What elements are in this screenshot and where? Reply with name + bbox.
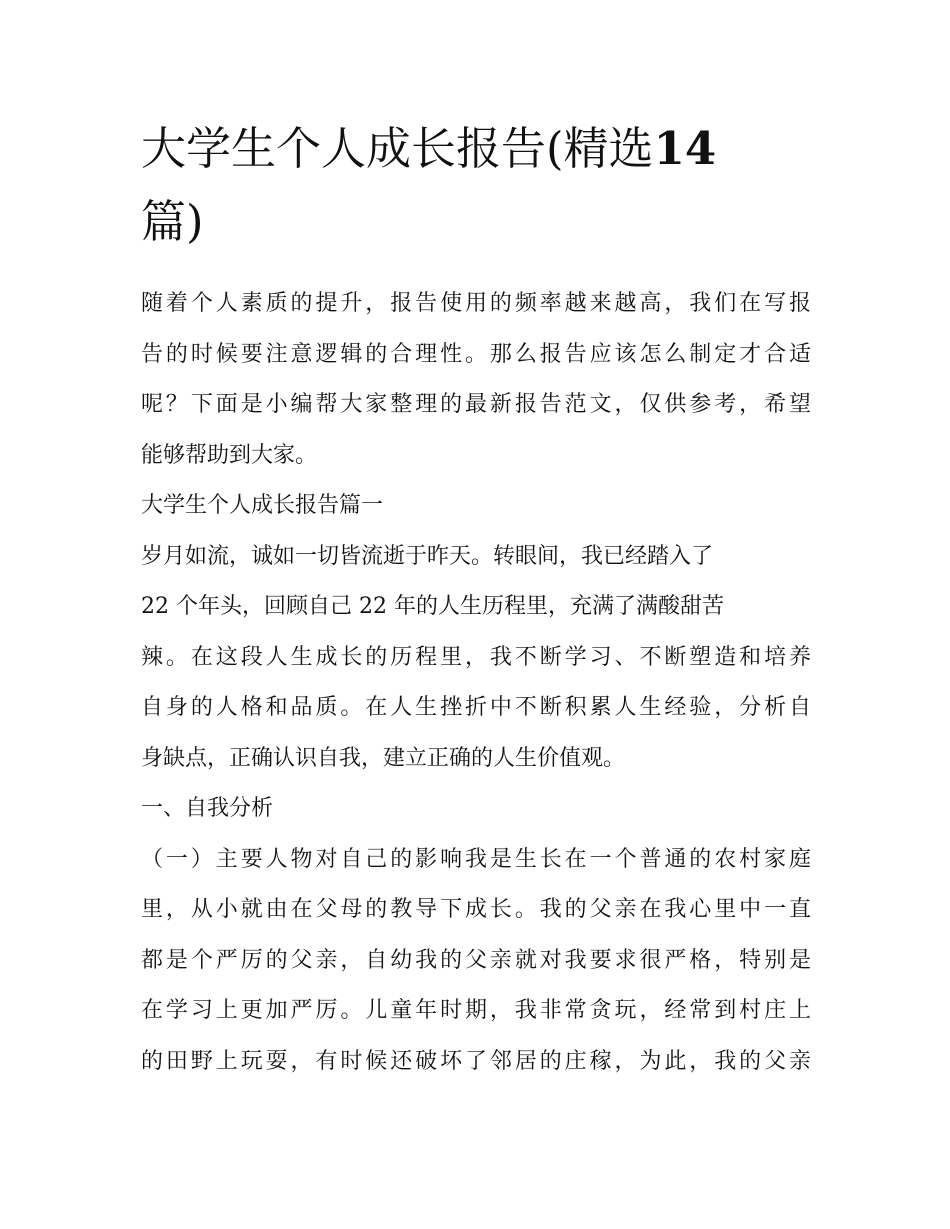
title-text-part2: 篇) (141, 195, 204, 248)
section-heading (141, 481, 811, 532)
paragraph-line: 里，从小就由在父母的教导下成长。我的父亲在我心里中一直 (141, 897, 811, 922)
intro-line: 呢？下面是小编帮大家整理的最新报告范文，仅供参考，希望 (141, 392, 811, 417)
paragraph-line: 的田野上玩耍，有时候还破坏了邻居的庄稼，为此，我的父亲 (141, 1048, 811, 1074)
subheading-text: 一、自我分析 (141, 796, 274, 821)
paragraph-line: 岁月如流，诚如一切皆流逝于昨天。转眼间，我已经踏入了 (141, 543, 714, 569)
paragraph-line: 身缺点，正确认识自我，建立正确的人生价值观。 (141, 745, 626, 771)
paragraph-line: 22 个年头，回顾自己 22 年的人生历程里，充满了满酸甜苦 (141, 594, 724, 619)
paragraph-line: 辣。在这段人生成长的历程里，我不断学习、不断塑造和培养 (141, 644, 811, 670)
paragraph-one (141, 532, 811, 785)
intro-line: 能够帮助到大家。 (141, 442, 318, 468)
document-title (141, 112, 811, 258)
section-heading-text: 大学生个人成长报告篇一 (141, 493, 384, 518)
document-body (141, 279, 811, 1087)
paragraph-line: 自身的人格和品质。在人生挫折中不断积累人生经验，分析自 (141, 695, 811, 720)
paragraph-line: （一）主要人物对自己的影响我是生长在一个普通的农村家庭 (141, 846, 811, 872)
title-number: 14 (653, 122, 717, 175)
paragraph-line: 在学习上更加严厉。儿童年时期，我非常贪玩，经常到村庄上 (141, 998, 811, 1023)
intro-line: 随着个人素质的提升，报告使用的频率越来越高，我们在写报 (141, 291, 811, 316)
paragraph-two (141, 835, 811, 1088)
subheading (141, 784, 811, 835)
intro-paragraph (141, 279, 811, 481)
title-text-part1: 大学生个人成长报告(精选 (141, 122, 654, 175)
paragraph-line: 都是个严厉的父亲，自幼我的父亲就对我要求很严格，特别是 (141, 947, 811, 973)
document-content (141, 112, 811, 1087)
intro-line: 告的时候要注意逻辑的合理性。那么报告应该怎么制定才合适 (141, 341, 811, 367)
